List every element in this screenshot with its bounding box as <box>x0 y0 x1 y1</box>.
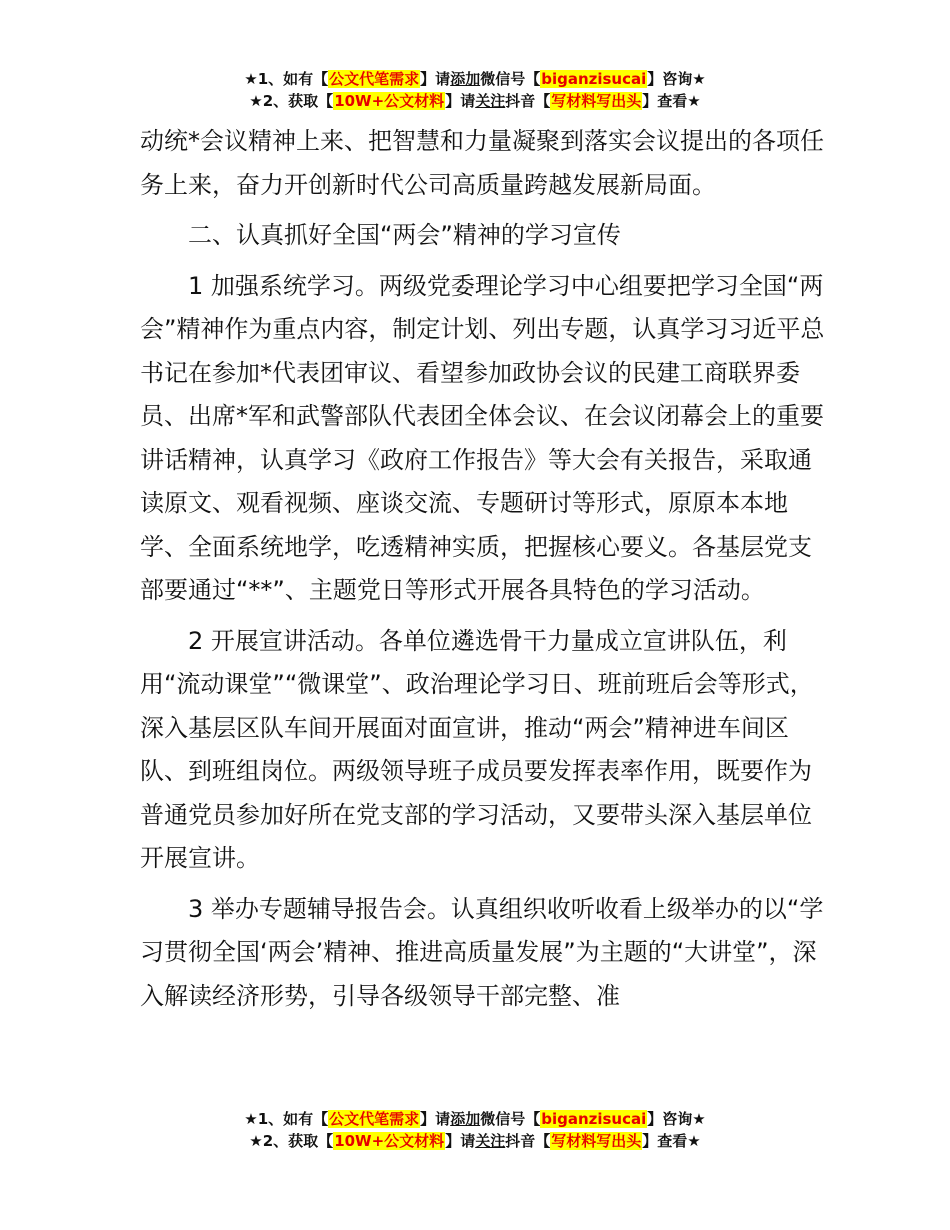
highlight-service: 公文代笔需求 <box>329 70 420 88</box>
header-banner <box>0 68 950 112</box>
highlight-materials: 10W+公文材料 <box>334 92 445 110</box>
highlight-service: 公文代笔需求 <box>329 1110 420 1128</box>
document-body <box>140 120 830 1018</box>
paragraph-continued: 动统*会议精神上来、把智慧和力量凝聚到落实会议提出的各项任务上来，奋力开创新时代公司高质量跨越发展新局面。 <box>140 127 824 199</box>
banner-line-2: ★2、获取【10W+公文材料】请关注抖音【写材料写出头】查看★ <box>249 92 701 110</box>
footer-banner <box>0 1108 950 1152</box>
highlight-douyin: 写材料写出头 <box>551 1132 642 1150</box>
highlight-douyin: 写材料写出头 <box>551 92 642 110</box>
banner-line-1: ★1、如有【公文代笔需求】请添加微信号【biganzisucai】咨询★ <box>244 1110 706 1128</box>
highlight-wechat-id: biganzisucai <box>541 70 647 88</box>
paragraph-2: 2 开展宣讲活动。各单位遴选骨干力量成立宣讲队伍，利用“流动课堂”“微课堂”、政治理论学习日、班前班后会等形式，深入基层区队车间开展面对面宣讲，推动“两会”精神进车间区队、到班组岗位。两级领导班子成员要发挥表率作用，既要作为普通党员参加好所在党支部的学习活动，又要带头深入基层单位开展宣讲。 <box>140 626 814 872</box>
paragraph-3: 3 举办专题辅导报告会。认真组织收听收看上级举办的以“学习贯彻全国‘两会’精神、推进高质量发展”为主题的“大讲堂”，深入解读经济形势，引导各级领导干部完整、准 <box>140 894 824 1010</box>
highlight-wechat-id: biganzisucai <box>541 1110 647 1128</box>
highlight-materials: 10W+公文材料 <box>334 1132 445 1150</box>
paragraph-1: 1 加强系统学习。两级党委理论学习中心组要把学习全国“两会”精神作为重点内容，制定计划、列出专题，认真学习习近平总书记在参加*代表团审议、看望参加政协会议的民建工商联界委员、出席*军和武警部队代表团全体会议、在会议闭幕会上的重要讲话精神，认真学习《政府工作报告》等大会有关报告，采取通读原文、观看视频、座谈交流、专题研讨等形式，原原本本地学、全面系统地学，吃透精神实质，把握核心要义。各基层党支部要通过“**”、主题党日等形式开展各具特色的学习活动。 <box>140 271 825 604</box>
banner-line-2: ★2、获取【10W+公文材料】请关注抖音【写材料写出头】查看★ <box>249 1132 701 1150</box>
section-heading: 二、认真抓好全国“两会”精神的学习宣传 <box>188 221 621 249</box>
banner-line-1: ★1、如有【公文代笔需求】请添加微信号【biganzisucai】咨询★ <box>244 70 706 88</box>
